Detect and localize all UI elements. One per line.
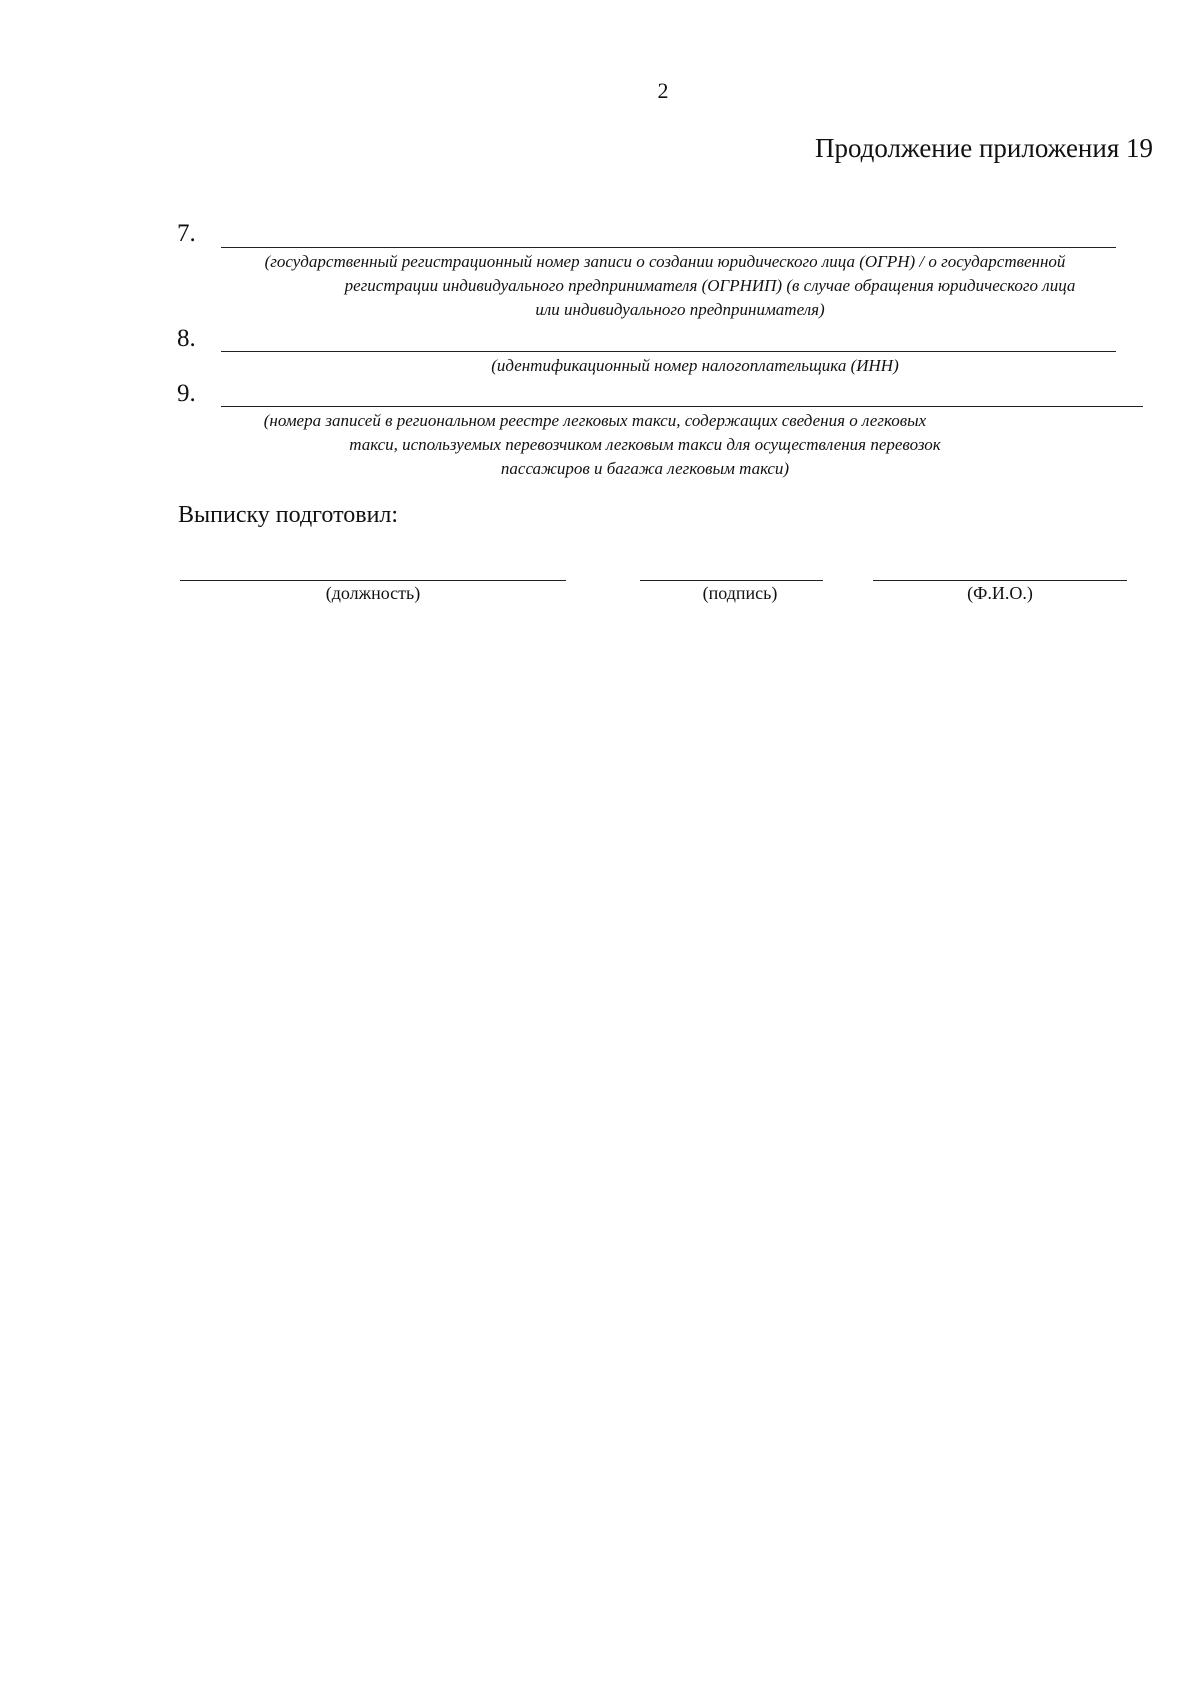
- field-7-caption-line-1: (государственный регистрационный номер записи о создании юридического лица (ОГРН) / о государственной: [264, 252, 1066, 271]
- field-9-caption: [180, 409, 1150, 481]
- field-9-line[interactable]: [221, 406, 1143, 407]
- name-line[interactable]: [873, 580, 1127, 581]
- field-9-caption-line-1: (номера записей в региональном реестре легковых такси, содержащих сведения о легковых: [263, 411, 927, 430]
- page-number: 2: [657, 78, 669, 103]
- field-7-number: 7.: [177, 220, 196, 247]
- field-9-caption-line-3: пассажиров и багажа легковым такси): [500, 459, 790, 478]
- field-8-caption-line-1: (идентификационный номер налогоплательщика (ИНН): [491, 356, 899, 375]
- signature-caption: (подпись): [702, 583, 778, 603]
- position-caption: (должность): [325, 583, 421, 603]
- field-8-number: 8.: [177, 325, 196, 352]
- field-8-line[interactable]: [221, 351, 1116, 352]
- signature-line[interactable]: [640, 580, 823, 581]
- prepared-by-label: Выписку подготовил:: [178, 502, 399, 528]
- field-7-caption-line-2: регистрации индивидуального предпринимателя (ОГРНИП) (в случае обращения юридического лица: [344, 276, 1076, 295]
- position-line[interactable]: [180, 580, 566, 581]
- field-9-number: 9.: [177, 380, 196, 407]
- field-7-caption: [180, 250, 1150, 322]
- field-7-line[interactable]: [221, 247, 1116, 248]
- name-caption: (Ф.И.О.): [967, 583, 1033, 603]
- appendix-title: Продолжение приложения 19: [814, 133, 1153, 163]
- field-8-caption: [180, 354, 1150, 378]
- field-7-caption-line-3: или индивидуального предпринимателя): [535, 300, 825, 319]
- field-9-caption-line-2: такси, используемых перевозчиком легковым такси для осуществления перевозок: [349, 435, 941, 454]
